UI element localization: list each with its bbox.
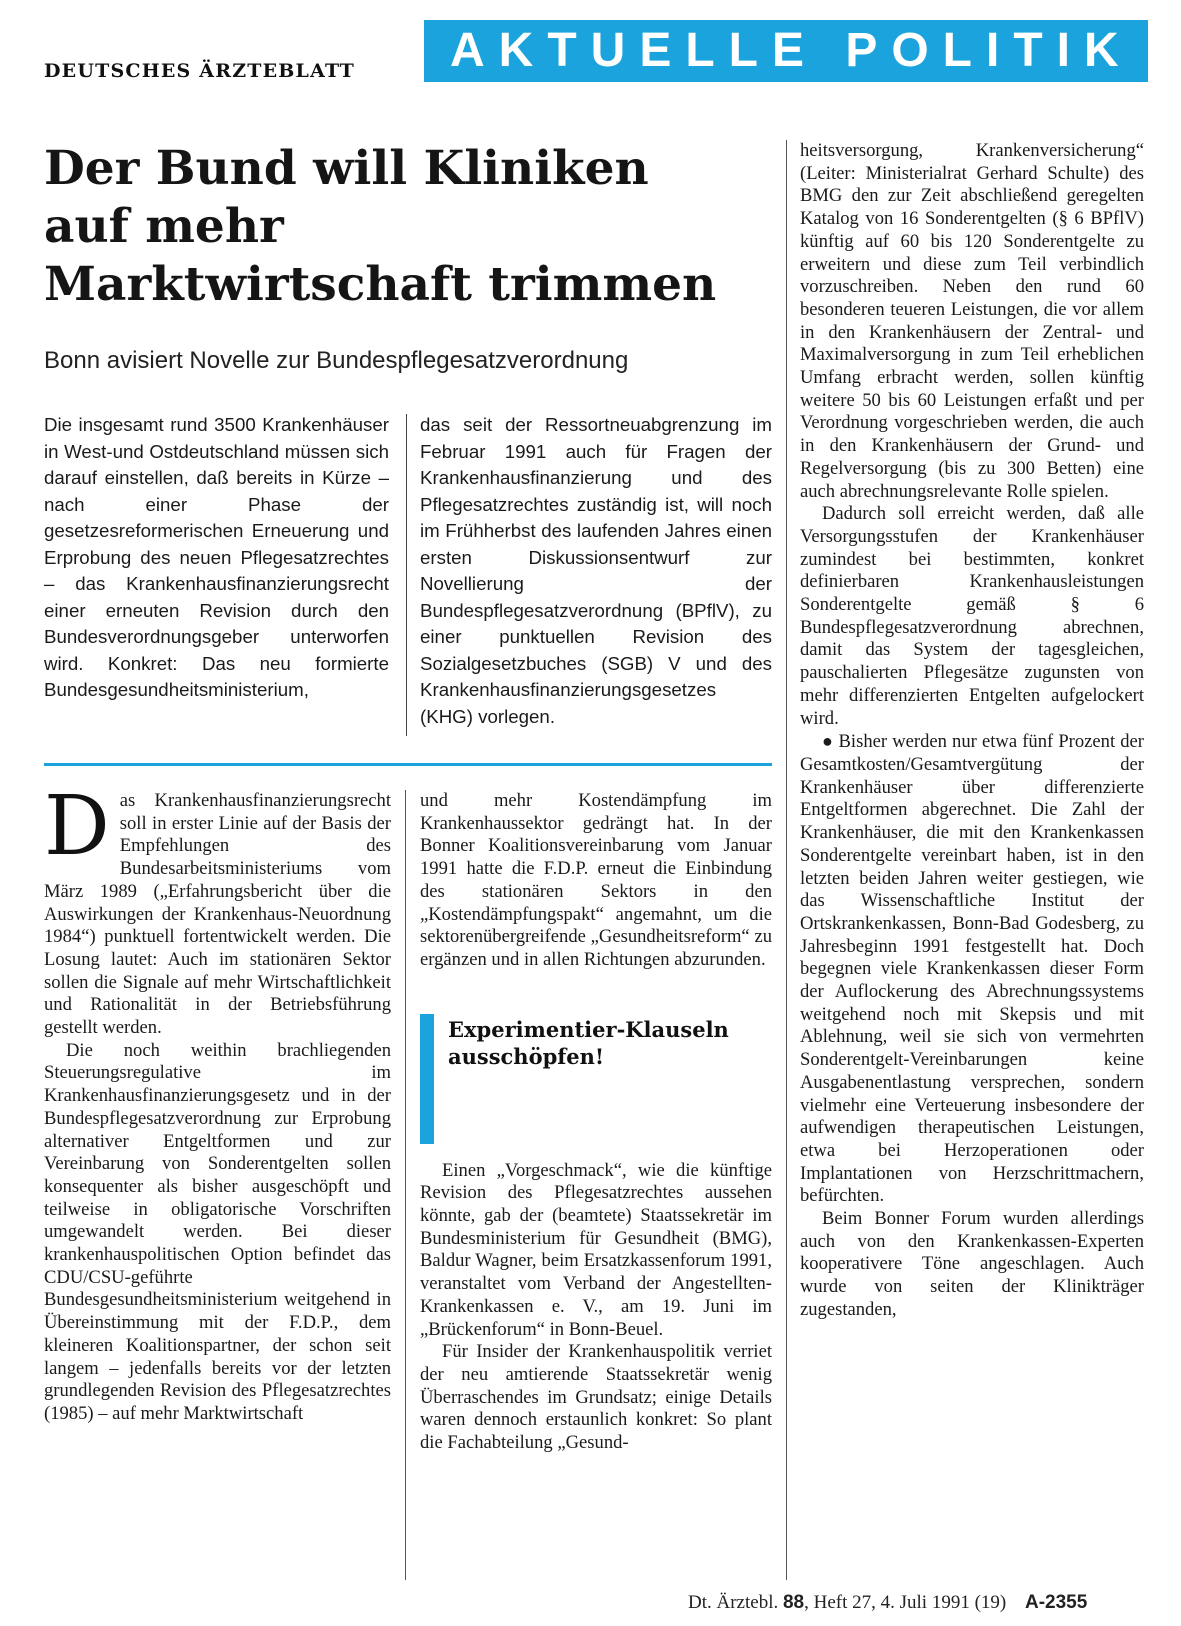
- body-column-3: [800, 140, 1144, 1322]
- lead-paragraph-right: das seit der Ressortneuabgrenzung im Februar 1991 auch für Fragen der Krankenhausfinanzierung und des Pflegesatzrechtes zuständig ist, will noch im Frühherbst des laufenden Jahres einen ersten Diskussionsentwurf zur Novellierung der Bundespflegesatzverordnung (BPflV), zu einer punktuellen Revision des Sozialgesetzbuches (SGB) V und des Krankenhausfinanzierungsgesetzes (KHG) vorlegen.: [420, 414, 772, 727]
- body-column-2: [420, 790, 772, 1455]
- subheading: Experimentier-Klauseln ausschöpfen!: [448, 1016, 729, 1069]
- subheading-accent-bar: [420, 1014, 434, 1144]
- article-subtitle: Bonn avisiert Novelle zur Bundespflegesatzverordnung: [44, 347, 629, 374]
- body-paragraph: Das Krankenhausfinanzierungsrecht soll in erster Linie auf der Basis der Empfehlungen des Bundesarbeitsministeriums vom März 1989 („Erfahrungsbericht über die Auswirkungen der Krankenhaus-Neuordnung 1984“) punktuell fortentwickelt werden. Die Losung lautet: Auch im stationären Sektor sollen die Signale auf mehr Wirtschaftlichkeit und Rationalität in der Betriebsführung gestellt werden.: [44, 779, 391, 1039]
- body-paragraph: Für Insider der Krankenhauspolitik verriet der neu amtierende Staatssekretär wenig Überraschendes im Grundsatz; einige Details waren dennoch erstaunlich konkret: So plant die Fachabteilung „Gesund-: [420, 1341, 772, 1454]
- body-paragraph: heitsversorgung, Krankenversicherung“ (Leiter: Ministerialrat Gerhard Schulte) des BMG den zur Zeit abschließend geregelten Katalog von 16 Sonderentgelten (§ 6 BPflV) künftig auf 60 bis 120 Sonderentgelte zu erweitern und diese zum Teil verbindlich vorzuschreiben. Neben den rund 60 besonderen teueren Leistungen, die vor allem in den Krankenhäusern der Zentral- und Maximalversorgung in zum Teil erheblichen Umfang erbracht werden, sollen künftig weitere 50 bis 60 Leistungen erfaßt und per Verordnung vorgeschrieben werden, die auch in den Krankenhäusern der Grund- und Regelversorgung (bis zu 300 Betten) eine auch abrechnungsrelevante Rolle spielen.: [800, 140, 1144, 502]
- body-paragraph: Dadurch soll erreicht werden, daß alle Versorgungsstufen der Krankenhäuser zumindest bei bestimmten, konkret definierbaren Krankenhausleistungen Sonderentgelte gemäß § 6 Bundespflegesatzverordnung abrechnen, damit das System der tagesgleichen, pauschalierten Pflegesätze zugunsten von mehr differenzierten Entgelten aufgelockert wird.: [800, 503, 1144, 729]
- article-title: [44, 140, 779, 314]
- title-line: Marktwirtschaft trimmen: [44, 257, 717, 312]
- column-divider: [405, 790, 406, 1580]
- lead-column-divider: [406, 414, 407, 736]
- volume-number: 88: [782, 1592, 805, 1613]
- body-paragraph: Die noch weithin brachliegenden Steuerungsregulative im Krankenhausfinanzierungsgesetz und in der Bundespflegesatzverordnung zur Erprobung alternativer Entgeltformen und zur Vereinbarung von Sonderentgelten sollen konsequenter als bisher ausgeschöpft und teilweise in obligatorische Vorschriften umgewandelt werden. Bei dieser krankenhauspolitischen Option befindet das CDU/CSU-geführte Bundesgesundheitsministerium weitgehend in Übereinstimmung mit der F.D.P., dem kleineren Koalitionspartner, der schon seit langem – jedenfalls bereits vor der letzten grundlegenden Revision des Pflegesatzrechtes (1985) – auf mehr Marktwirtschaft: [44, 1039, 391, 1424]
- body-column-1: [44, 779, 391, 1426]
- title-line: Der Bund will Kliniken: [44, 141, 649, 196]
- body-paragraph: Beim Bonner Forum wurden allerdings auch von den Krankenkassen-Experten kooperativere Töne angeschlagen. Auch wurde von seiten der Klinikträger zugestanden,: [800, 1208, 1144, 1320]
- body-paragraph: ● Bisher werden nur etwa fünf Prozent der Gesamtkosten/Gesamtvergütung der Krankenhäuser über differenzierte Entgeltformen abgerechnet. Die Zahl der Krankenhäuser, die mit den Krankenkassen Sonderentgelte vereinbart haben, ist in den letzten beiden Jahren weiter gestiegen, wie das Wissenschaftliche Institut der Ortskrankenkassen, Bonn-Bad Godesberg, zu Jahresbeginn 1991 festgestellt hat. Doch begegnen viele Krankenkassen dieser Form der Auflockerung des Abrechnungssystems weitgehend noch mit Skepsis und mit Ablehnung, weil sie sich von vermehrten Sonderentgelt-Vereinbarungen keine Ausgabenentlastung versprechen, sondern vielmehr eine Verteuerung insbesondere der aufwendigen therapeutischen Leistungen, etwa bei Herzoperationen oder Implantationen von Herzschrittmachern, befürchten.: [800, 731, 1145, 1207]
- drop-cap: D: [44, 779, 110, 874]
- subheading-box: [420, 1012, 772, 1144]
- body-paragraph: Einen „Vorgeschmack“, wie die künftige Revision des Pflegesatzrechtes aussehen könnte, gab der (beamtete) Staatssekretär im Bundesministerium für Gesundheit (BMG), Baldur Wagner, beim Ersatzkassenforum 1991, veranstaltet vom Verband der Angestellten-Krankenkassen e. V., am 19. Juni im „Brückenforum“ in Bonn-Beuel.: [420, 1159, 772, 1340]
- page-number: A-2355: [1025, 1592, 1088, 1613]
- bullet-icon: ●: [822, 731, 834, 752]
- journal-name: Dt. Ärztebl.: [688, 1592, 779, 1613]
- issue-info: , Heft 27, 4. Juli 1991 (19): [804, 1592, 1007, 1613]
- body-paragraph: und mehr Kostendämpfung im Krankenhaussektor gedrängt hat. In der Bonner Koalitionsvereinbarung vom Januar 1991 hatte die F.D.P. erneut die Einbindung des stationären Sektors in den „Kostendämpfungspakt“ angemahnt, um die sektorenübergreifende „Gesundheitsreform“ zu ergänzen und in allen Richtungen abzurunden.: [420, 790, 772, 970]
- column-divider: [786, 140, 787, 1580]
- section-banner: AKTUELLE POLITIK: [424, 20, 1148, 82]
- section-divider: [44, 763, 772, 766]
- title-line: auf mehr: [44, 199, 284, 254]
- page-footer: [688, 1592, 1087, 1614]
- masthead: DEUTSCHES ÄRZTEBLATT: [44, 60, 356, 82]
- lead-paragraph-left: Die insgesamt rund 3500 Krankenhäuser in West-und Ostdeutschland müssen sich darauf einstellen, daß bereits in Kürze – nach einer Phase der gesetzesreformerischen Erneuerung und Erprobung des neuen Pflegesatzrechtes – das Krankenhausfinanzierungsrecht einer erneuten Revision durch den Bundesverordnungsgeber unterworfen wird. Konkret: Das neu formierte Bundesgesundheitsministerium,: [44, 414, 389, 700]
